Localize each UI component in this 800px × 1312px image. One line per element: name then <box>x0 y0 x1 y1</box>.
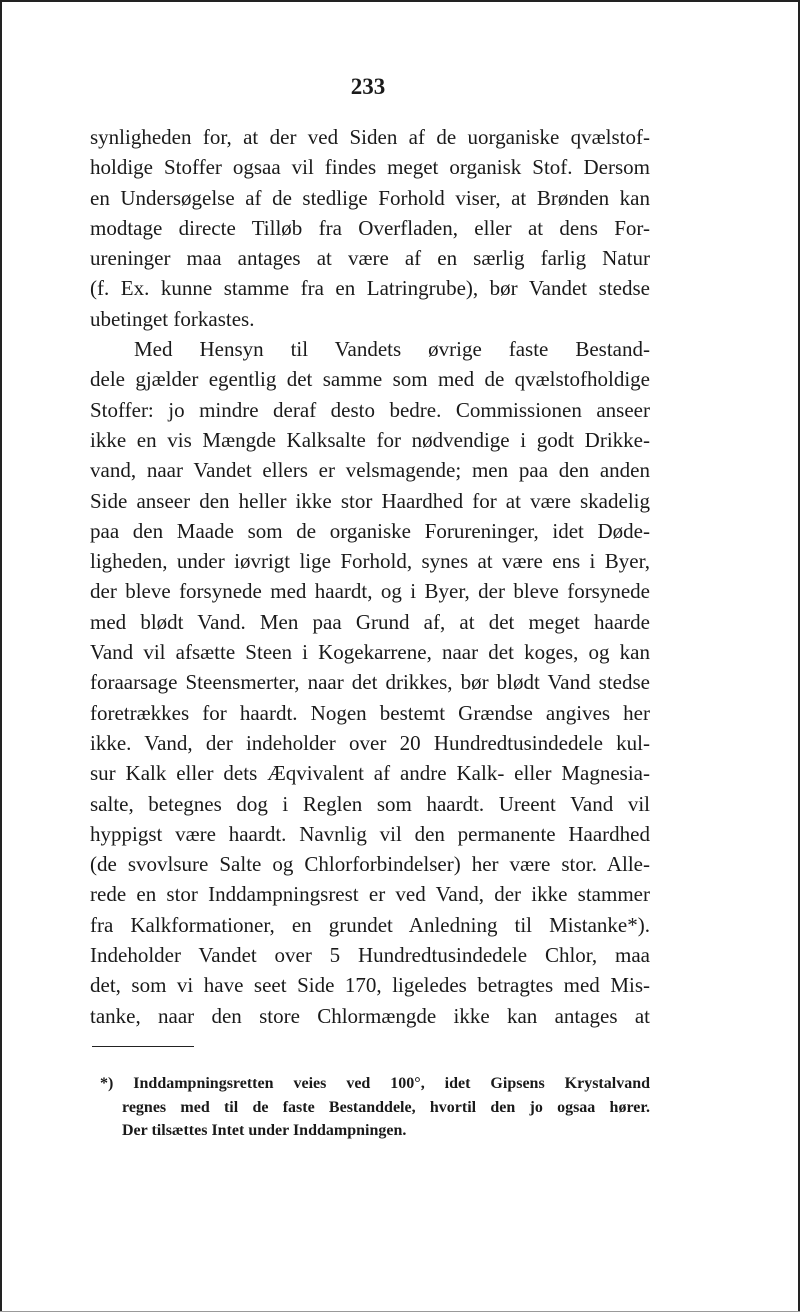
text-line: ureninger maa antages at være af en særlig farlig Natur <box>90 246 650 271</box>
text-line: det, som vi have seet Side 170, ligeledes betragtes med Mis- <box>90 973 650 998</box>
page-number: 233 <box>350 74 386 99</box>
footnote-line: Der tilsættes Intet under Inddampningen. <box>122 1122 407 1139</box>
footnote-line: *) Inddampningsretten veies ved 100°, idet Gipsens Krystalvand <box>100 1075 650 1092</box>
text-line: en Undersøgelse af de stedlige Forhold viser, at Brønden kan <box>90 185 650 210</box>
text-line: salte, betegnes dog i Reglen som haardt. Ureent Vand vil <box>90 791 650 816</box>
text-line: foretrækkes for haardt. Nogen bestemt Grændse angives her <box>90 700 650 725</box>
text-line: tanke, naar den store Chlormængde ikke kan antages at <box>90 1003 650 1028</box>
text-line: Side anseer den heller ikke stor Haardhed for at være skadelig <box>90 488 650 513</box>
text-line: foraarsage Steensmerter, naar det drikkes, bør blødt Vand stedse <box>90 670 650 695</box>
text-line: paa den Maade som de organiske Forureninger, idet Døde- <box>90 518 650 543</box>
text-line: holdige Stoffer ogsaa vil findes meget organisk Stof. Dersom <box>90 155 650 180</box>
page-border-top <box>0 0 800 2</box>
page-border-left <box>0 0 2 1312</box>
text-line: ligheden, under iøvrigt lige Forhold, synes at være ens i Byer, <box>90 549 650 574</box>
text-line: fra Kalkformationer, en grundet Anledning til Mistanke*). <box>90 912 650 937</box>
text-line: Vand vil afsætte Steen i Kogekarrene, naar det koges, og kan <box>90 640 650 665</box>
footnote <box>100 1072 650 1143</box>
text-line: ikke. Vand, der indeholder over 20 Hundredtusindedele kul- <box>90 730 650 755</box>
text-line: synligheden for, at der ved Siden af de uorganiske qvælstof- <box>90 125 650 149</box>
text-line: Indeholder Vandet over 5 Hundredtusindedele Chlor, maa <box>90 943 650 968</box>
text-line: Stoffer: jo mindre deraf desto bedre. Commissionen anseer <box>90 397 650 422</box>
text-line: med blødt Vand. Men paa Grund af, at det meget haarde <box>90 609 650 634</box>
footnote-line: regnes med til de faste Bestanddele, hvortil den jo ogsaa hører. <box>122 1098 650 1116</box>
body-text <box>90 122 650 1031</box>
text-line: Med Hensyn til Vandets øvrige faste Bestand- <box>134 337 650 362</box>
text-line: vand, naar Vandet ellers er velsmagende; men paa den anden <box>90 458 650 483</box>
text-line: dele gjælder egentlig det samme som med de qvælstofholdige <box>90 367 650 392</box>
footnote-divider <box>92 1046 194 1047</box>
text-line: rede en stor Inddampningsrest er ved Vand, der ikke stammer <box>90 882 650 907</box>
text-line: der bleve forsynede med haardt, og i Byer, der bleve forsynede <box>90 579 650 604</box>
text-line: modtage directe Tilløb fra Overfladen, eller at dens For- <box>90 215 650 240</box>
text-line: ubetinget forkastes. <box>90 306 255 331</box>
text-line: hyppigst være haardt. Navnlig vil den permanente Haardhed <box>90 821 650 846</box>
text-line: sur Kalk eller dets Æqvivalent af andre Kalk- eller Magnesia- <box>90 761 650 786</box>
text-line: (de svovlsure Salte og Chlorforbindelser) her være stor. Alle- <box>90 852 650 877</box>
text-line: (f. Ex. kunne stamme fra en Latringrube), bør Vandet stedse <box>90 276 650 301</box>
text-line: ikke en vis Mængde Kalksalte for nødvendige i godt Drikke- <box>90 427 650 452</box>
